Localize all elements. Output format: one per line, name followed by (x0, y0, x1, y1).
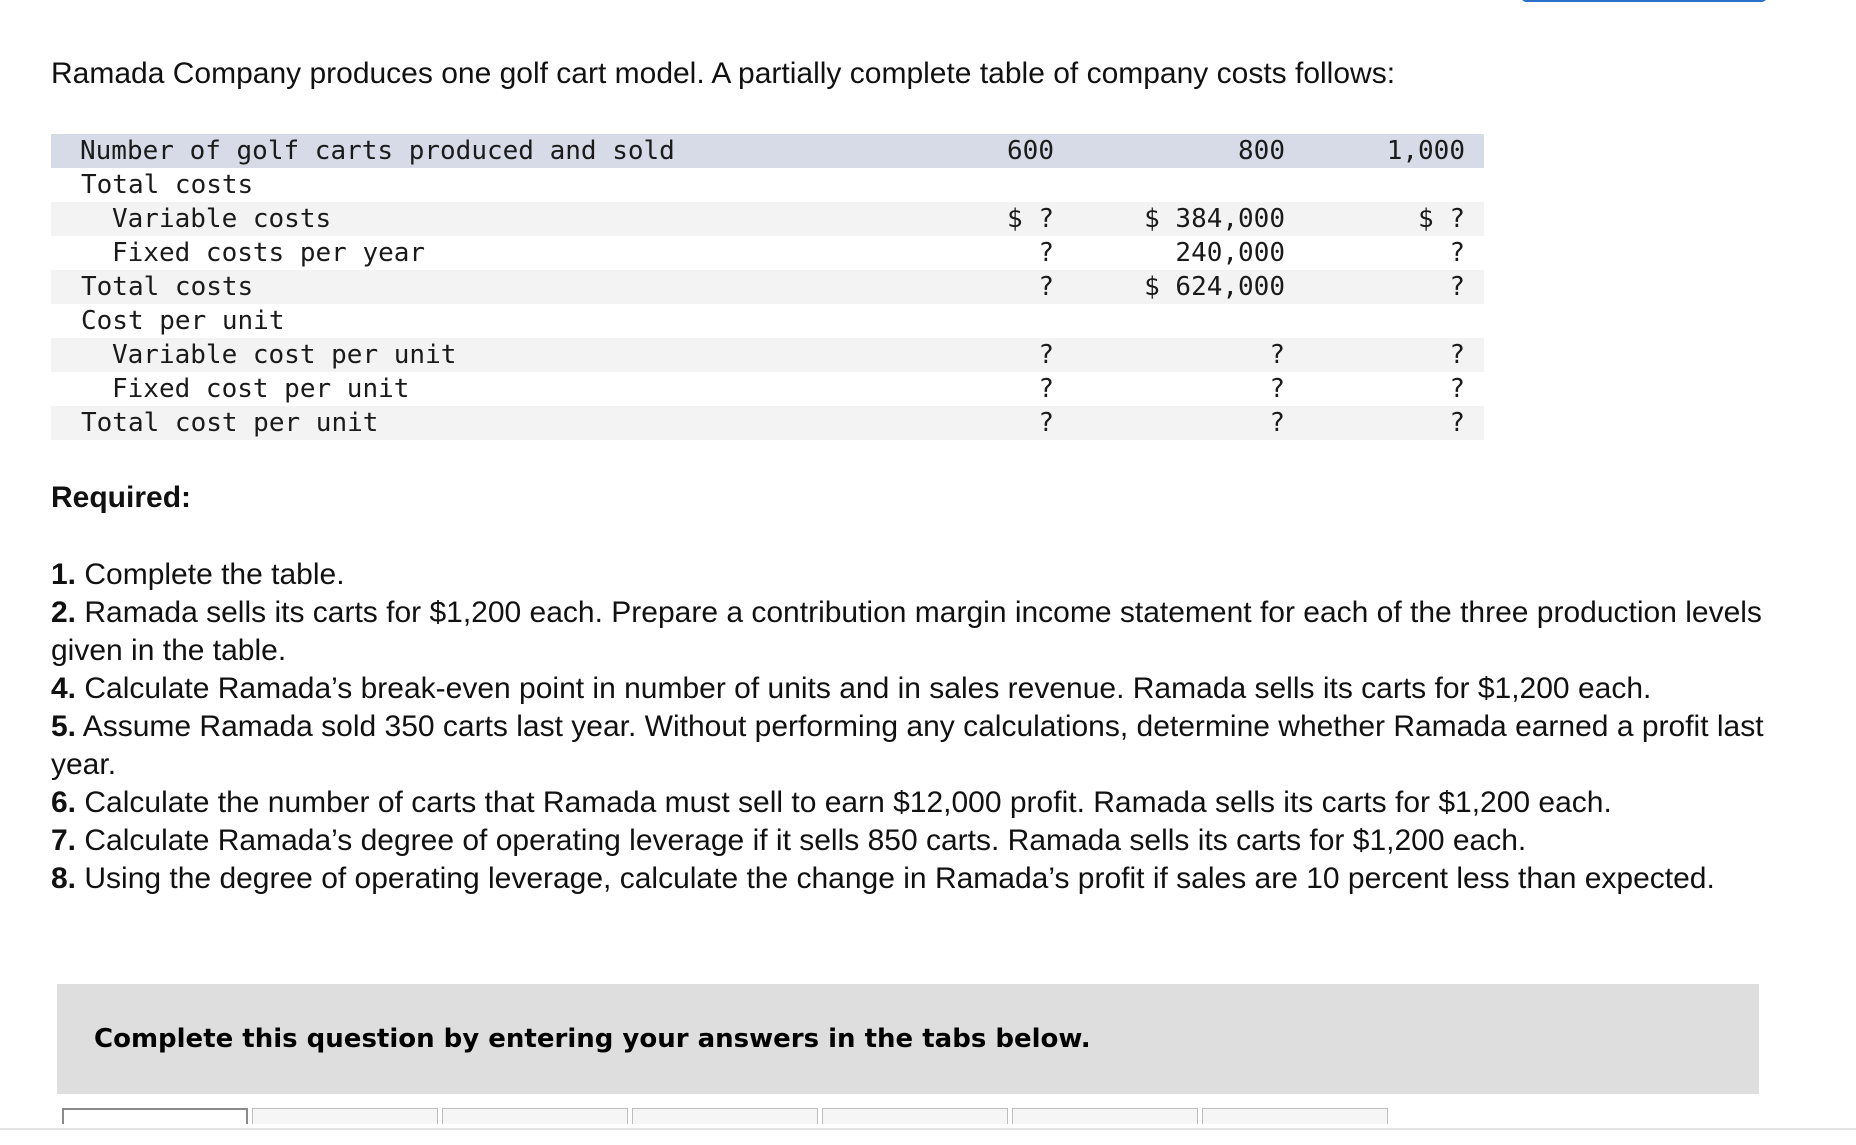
cell-1000: ? (1449, 374, 1465, 404)
cell-800: $ 624,000 (1144, 272, 1285, 302)
answer-tab[interactable] (442, 1108, 628, 1124)
requirement-number: 6. (51, 786, 77, 819)
top-action-button[interactable] (1520, 0, 1768, 2)
requirements-list (51, 556, 1771, 898)
cell-800: ? (1269, 340, 1285, 370)
answer-tab[interactable] (822, 1108, 1008, 1124)
requirement-item (51, 822, 1771, 860)
requirement-item (51, 860, 1771, 898)
requirement-number: 7. (51, 824, 77, 857)
table-row (51, 338, 1484, 372)
table-row (51, 202, 1484, 236)
answer-tab[interactable] (252, 1108, 438, 1124)
table-row (51, 372, 1484, 406)
table-row (51, 304, 1484, 338)
requirement-item (51, 594, 1771, 670)
cell-600: ? (1038, 374, 1054, 404)
instruction-banner (57, 984, 1759, 1094)
row-label: Cost per unit (81, 306, 285, 336)
requirement-text: Calculate Ramada’s break-even point in number of units and in sales revenue. Ramada sells its carts for $1,200 each. (76, 672, 1652, 705)
cell-600: 600 (1007, 136, 1054, 166)
requirement-number: 5. (51, 710, 77, 743)
cell-600: ? (1038, 238, 1054, 268)
row-label: Total costs (81, 170, 254, 200)
table-row (51, 134, 1484, 168)
requirement-item (51, 556, 1771, 594)
cell-800: 240,000 (1175, 238, 1285, 268)
table-row (51, 168, 1484, 202)
cell-600: ? (1038, 408, 1054, 438)
requirement-number: 4. (51, 672, 77, 705)
requirement-text: Ramada sells its carts for $1,200 each. Prepare a contribution margin income statement for each of the three production levels given in the table. (51, 596, 1762, 667)
cell-1000: ? (1449, 272, 1465, 302)
row-label: Total cost per unit (81, 408, 379, 438)
row-label: Variable cost per unit (112, 340, 457, 370)
answer-tab[interactable] (632, 1108, 818, 1124)
instruction-text: Complete this question by entering your answers in the tabs below. (94, 1024, 1091, 1054)
row-label: Number of golf carts produced and sold (80, 136, 675, 166)
table-row (51, 270, 1484, 304)
table-row (51, 406, 1484, 440)
row-label: Fixed costs per year (112, 238, 426, 268)
requirement-number: 1. (51, 558, 77, 591)
requirement-text: Using the degree of operating leverage, calculate the change in Ramada’s profit if sales are 10 percent less than expected. (76, 862, 1715, 895)
requirement-text: Calculate Ramada’s degree of operating leverage if it sells 850 carts. Ramada sells its carts for $1,200 each. (76, 824, 1527, 857)
cell-800: ? (1269, 408, 1285, 438)
table-row (51, 236, 1484, 270)
requirement-number: 2. (51, 596, 77, 629)
requirement-text: Calculate the number of carts that Ramada must sell to earn $12,000 profit. Ramada sells its carts for $1,200 each. (76, 786, 1612, 819)
requirement-number: 8. (51, 862, 77, 895)
cell-800: $ 384,000 (1144, 204, 1285, 234)
problem-intro: Ramada Company produces one golf cart model. A partially complete table of company costs follows: (51, 57, 1396, 90)
answer-tab[interactable] (1202, 1108, 1388, 1124)
row-label: Total costs (81, 272, 254, 302)
requirement-item (51, 708, 1771, 784)
answer-tab[interactable] (62, 1108, 248, 1124)
row-label: Variable costs (112, 204, 332, 234)
cell-800: 800 (1238, 136, 1285, 166)
required-heading: Required: (51, 481, 192, 514)
cell-1000: ? (1449, 340, 1465, 370)
cell-1000: ? (1449, 238, 1465, 268)
cell-1000: ? (1449, 408, 1465, 438)
cell-600: $ ? (1007, 204, 1054, 234)
cell-600: ? (1038, 272, 1054, 302)
requirement-item (51, 784, 1771, 822)
row-label: Fixed cost per unit (112, 374, 410, 404)
requirement-text: Complete the table. (76, 558, 345, 591)
cell-1000: $ ? (1418, 204, 1465, 234)
cell-1000: 1,000 (1386, 136, 1465, 166)
requirement-item (51, 670, 1771, 708)
cell-600: ? (1038, 340, 1054, 370)
requirement-text: Assume Ramada sold 350 carts last year. Without performing any calculations, determine whether Ramada earned a profit last year. (51, 710, 1764, 781)
answer-tab[interactable] (1012, 1108, 1198, 1124)
cell-800: ? (1269, 374, 1285, 404)
divider (0, 1128, 1856, 1130)
cost-table (51, 134, 1484, 440)
